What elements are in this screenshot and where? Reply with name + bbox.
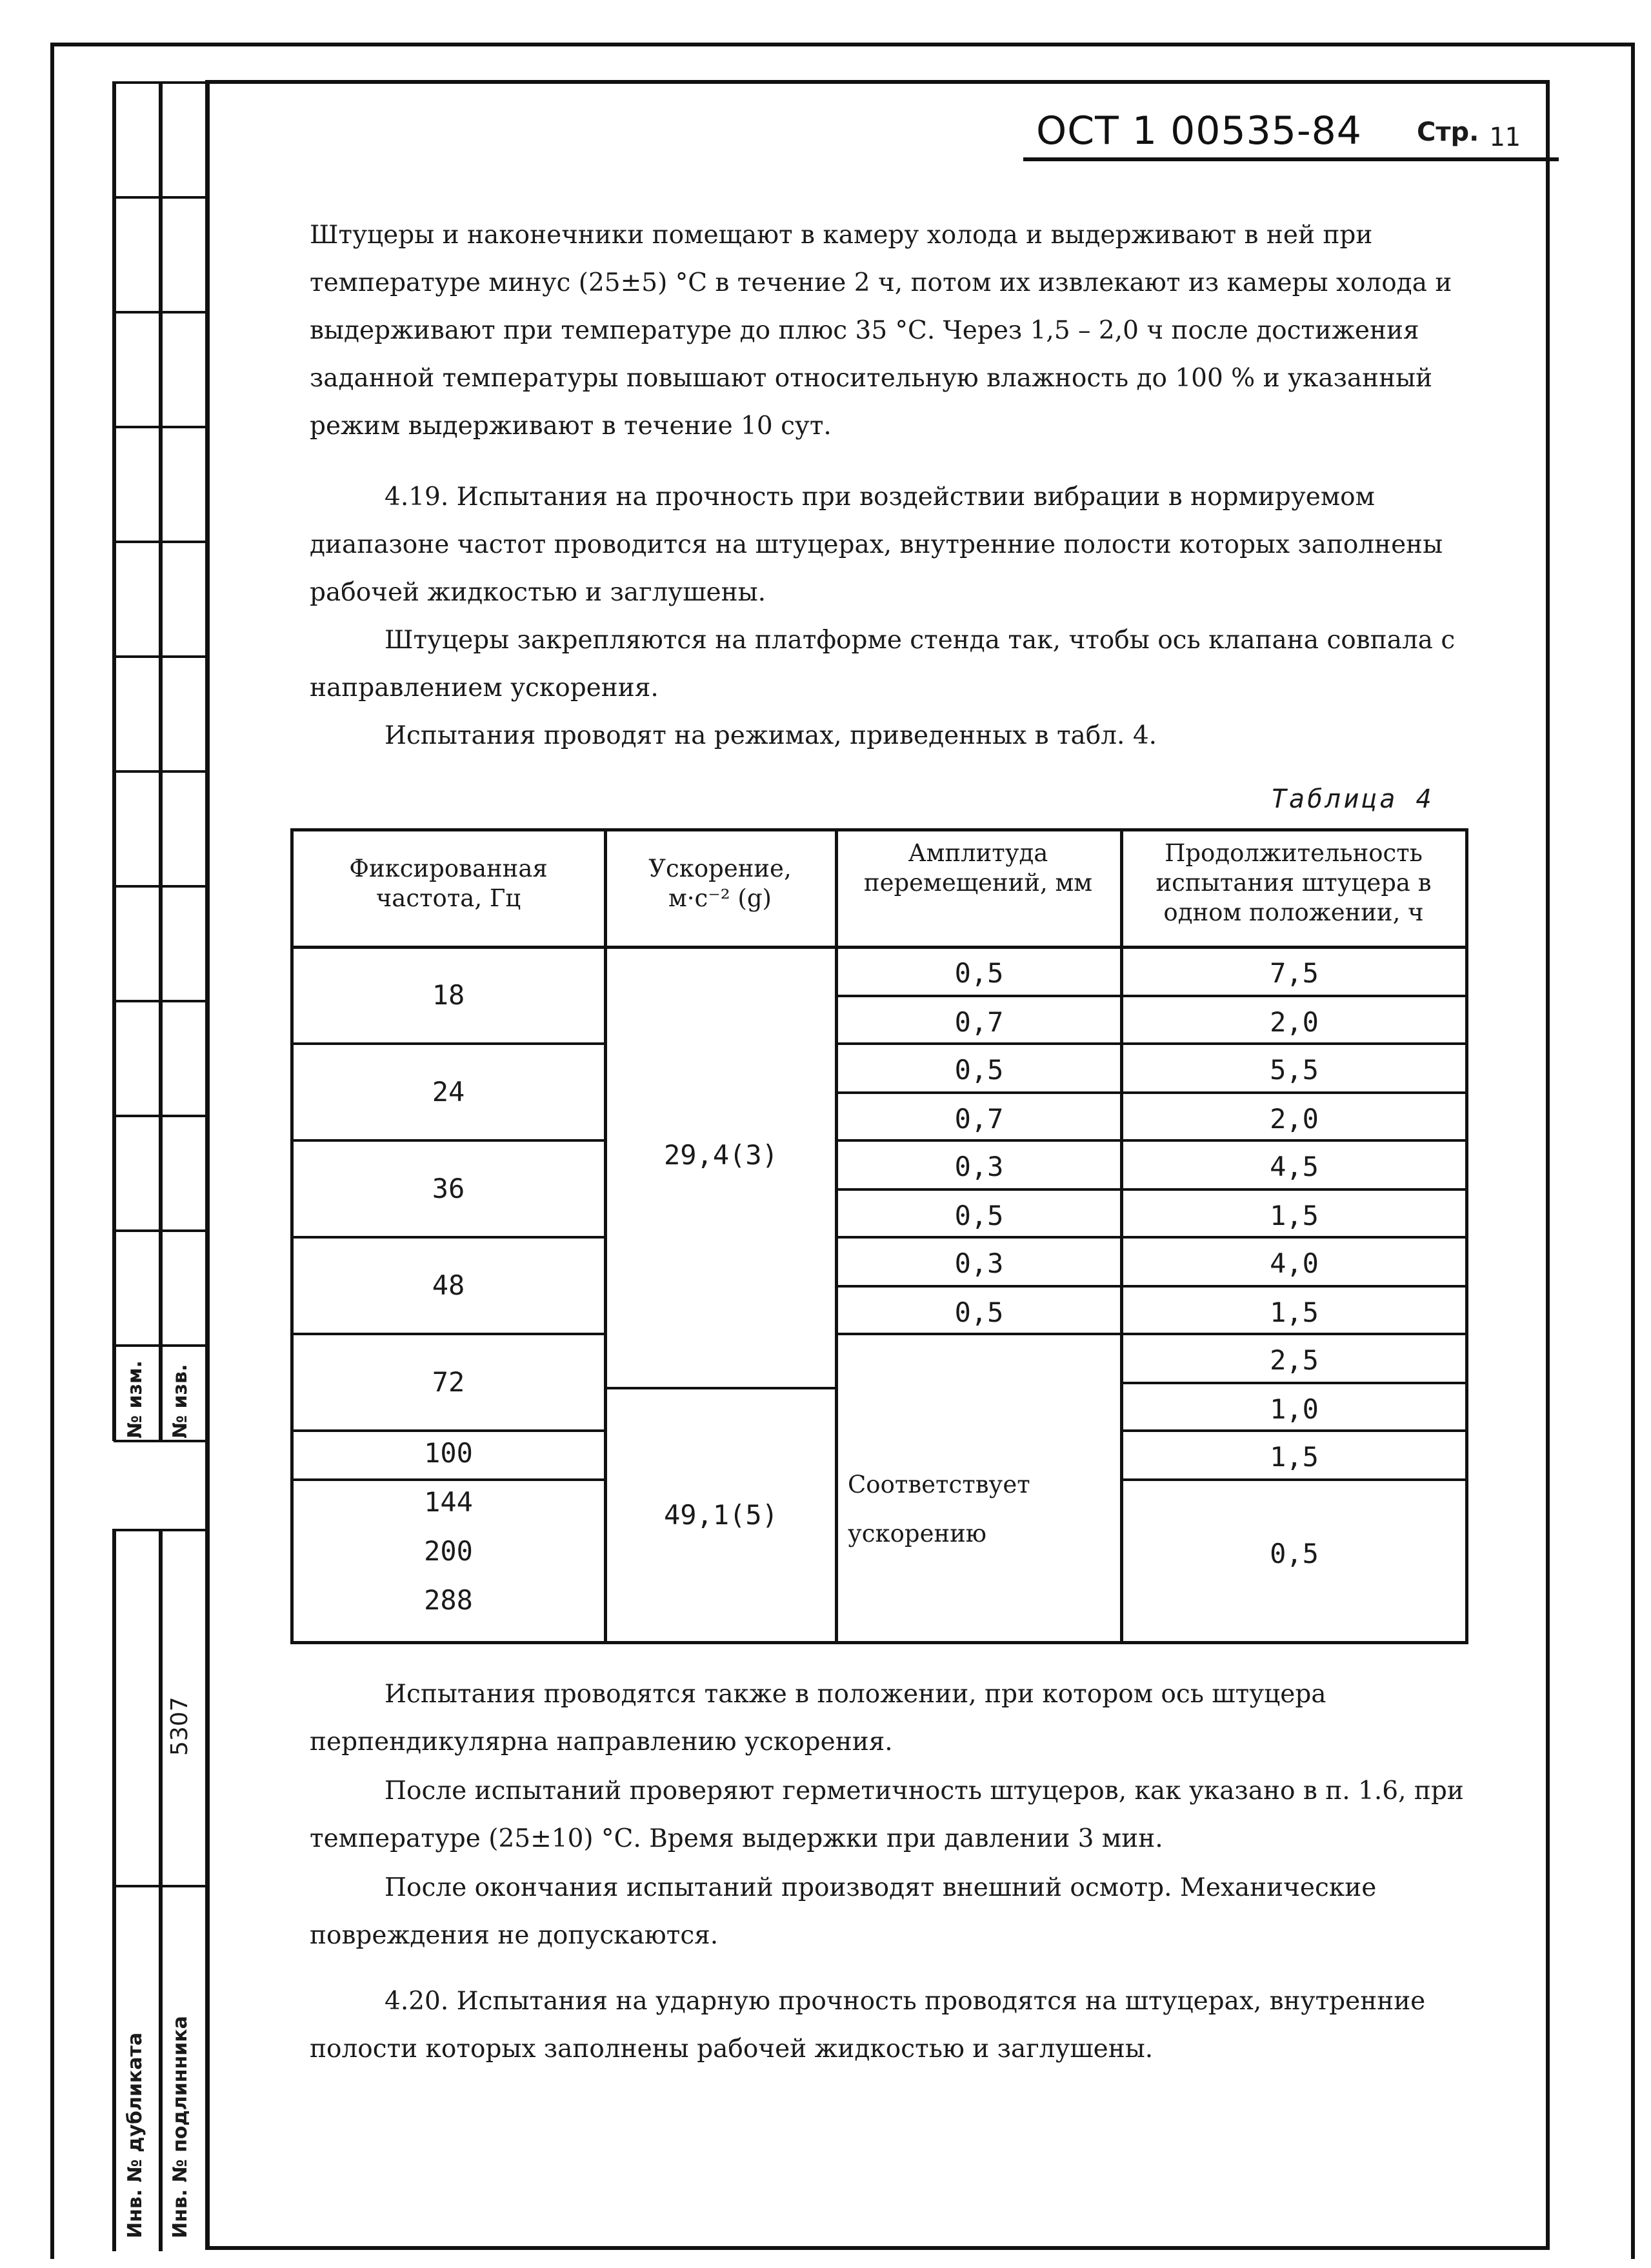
revision-number-label: № изм. <box>124 1360 146 1438</box>
freq-cell: 100 <box>424 1437 473 1469</box>
paragraph-4-19: 4.19. Испытания на прочность при воздействии вибрации в нормируемом диапазоне частот проводится на штуцерах, внутренние полости которых заполнены рабочей жидкостью и заглушены. <box>310 482 1443 607</box>
duration-cell: 0,5 <box>1270 1538 1319 1569</box>
duration-cell: 4,0 <box>1270 1248 1319 1279</box>
duration-cell: 1,5 <box>1270 1297 1319 1328</box>
amplitude-cell: 0,7 <box>954 1103 1004 1135</box>
freq-cell: 288 <box>424 1584 473 1616</box>
freq-cell: 72 <box>432 1366 465 1398</box>
paragraph-modes: Испытания проводят на режимах, приведенных в табл. 4. <box>385 721 1157 750</box>
amplitude-merged-cell: Соответствует ускорению <box>848 1471 1030 1547</box>
notice-number-label: № изв. <box>169 1364 192 1438</box>
duration-cell: 4,5 <box>1270 1151 1319 1182</box>
freq-cell: 48 <box>432 1269 465 1301</box>
duration-cell: 1,5 <box>1270 1200 1319 1231</box>
test-modes-table <box>290 828 1468 1645</box>
paragraph-tightness: После испытаний проверяют герметичность штуцеров, как указано в п. 1.6, при температуре (25±10) °С. Время выдержки при давлении 3 мин. <box>310 1776 1464 1853</box>
acceleration-cell: 49,1(5) <box>663 1499 778 1531</box>
amplitude-cell: 0,7 <box>954 1006 1004 1038</box>
header-acceleration: Ускорение, м·с⁻² (g) <box>648 855 792 912</box>
header-duration: Продолжительность испытания штуцера в одном положении, ч <box>1156 839 1432 926</box>
page-label: Стр. <box>1417 117 1479 147</box>
paragraph-humidity: Штуцеры и наконечники помещают в камеру холода и выдерживают в ней при температуре минус (25±5) °С в течение 2 ч, потом их извлекают из камеры холода и выдерживают при температуре до плюс 35 °С. Через 1,5 – 2,0 ч после достижения заданной температуры повышают относительную влажность до 100 % и указанный режим выдерживают в течение 10 сут. <box>310 221 1452 441</box>
duration-cell: 5,5 <box>1270 1054 1319 1086</box>
amplitude-cell: 0,5 <box>954 1200 1004 1231</box>
freq-cell: 200 <box>424 1535 473 1567</box>
paragraph-mounting: Штуцеры закрепляются на платформе стенда так, чтобы ось клапана совпала с направлением ускорения. <box>310 626 1456 702</box>
table-caption: Таблица 4 <box>1271 784 1434 814</box>
amplitude-cell: 0,5 <box>954 957 1004 989</box>
duration-cell: 7,5 <box>1270 957 1319 989</box>
freq-cell: 18 <box>432 979 465 1011</box>
freq-cell: 144 <box>424 1486 473 1518</box>
acceleration-cell: 29,4(3) <box>663 1139 778 1171</box>
paragraph-inspection: После окончания испытаний производят внешний осмотр. Механические повреждения не допускаются. <box>310 1873 1377 1950</box>
header-amplitude: Амплитуда перемещений, мм <box>863 839 1093 897</box>
duration-cell: 2,0 <box>1270 1006 1319 1038</box>
duplicate-inventory-label: Инв. № дубликата <box>124 2032 146 2238</box>
inventory-number: 5307 <box>166 1696 193 1756</box>
header-frequency: Фиксированная частота, Гц <box>349 855 548 912</box>
amplitude-cell: 0,3 <box>954 1248 1004 1279</box>
amplitude-cell: 0,5 <box>954 1297 1004 1328</box>
duration-cell: 2,0 <box>1270 1103 1319 1135</box>
paragraph-4-20: 4.20. Испытания на ударную прочность проводятся на штуцерах, внутренние полости которых заполнены рабочей жидкостью и заглушены. <box>310 1987 1426 2064</box>
amplitude-cell: 0,5 <box>954 1054 1004 1086</box>
freq-cell: 24 <box>432 1076 465 1108</box>
duration-cell: 1,0 <box>1270 1393 1319 1425</box>
header-rule <box>1023 157 1559 161</box>
freq-cell: 36 <box>432 1173 465 1204</box>
duration-cell: 1,5 <box>1270 1441 1319 1473</box>
original-inventory-label: Инв. № подлинника <box>169 2016 192 2238</box>
amplitude-cell: 0,3 <box>954 1151 1004 1182</box>
page-number: 11 <box>1489 123 1521 152</box>
document-code: ОСТ 1 00535-84 <box>1036 108 1362 154</box>
paragraph-perpendicular: Испытания проводятся также в положении, при котором ось штуцера перпендикулярна направлению ускорения. <box>310 1680 1326 1756</box>
duration-cell: 2,5 <box>1270 1344 1319 1376</box>
